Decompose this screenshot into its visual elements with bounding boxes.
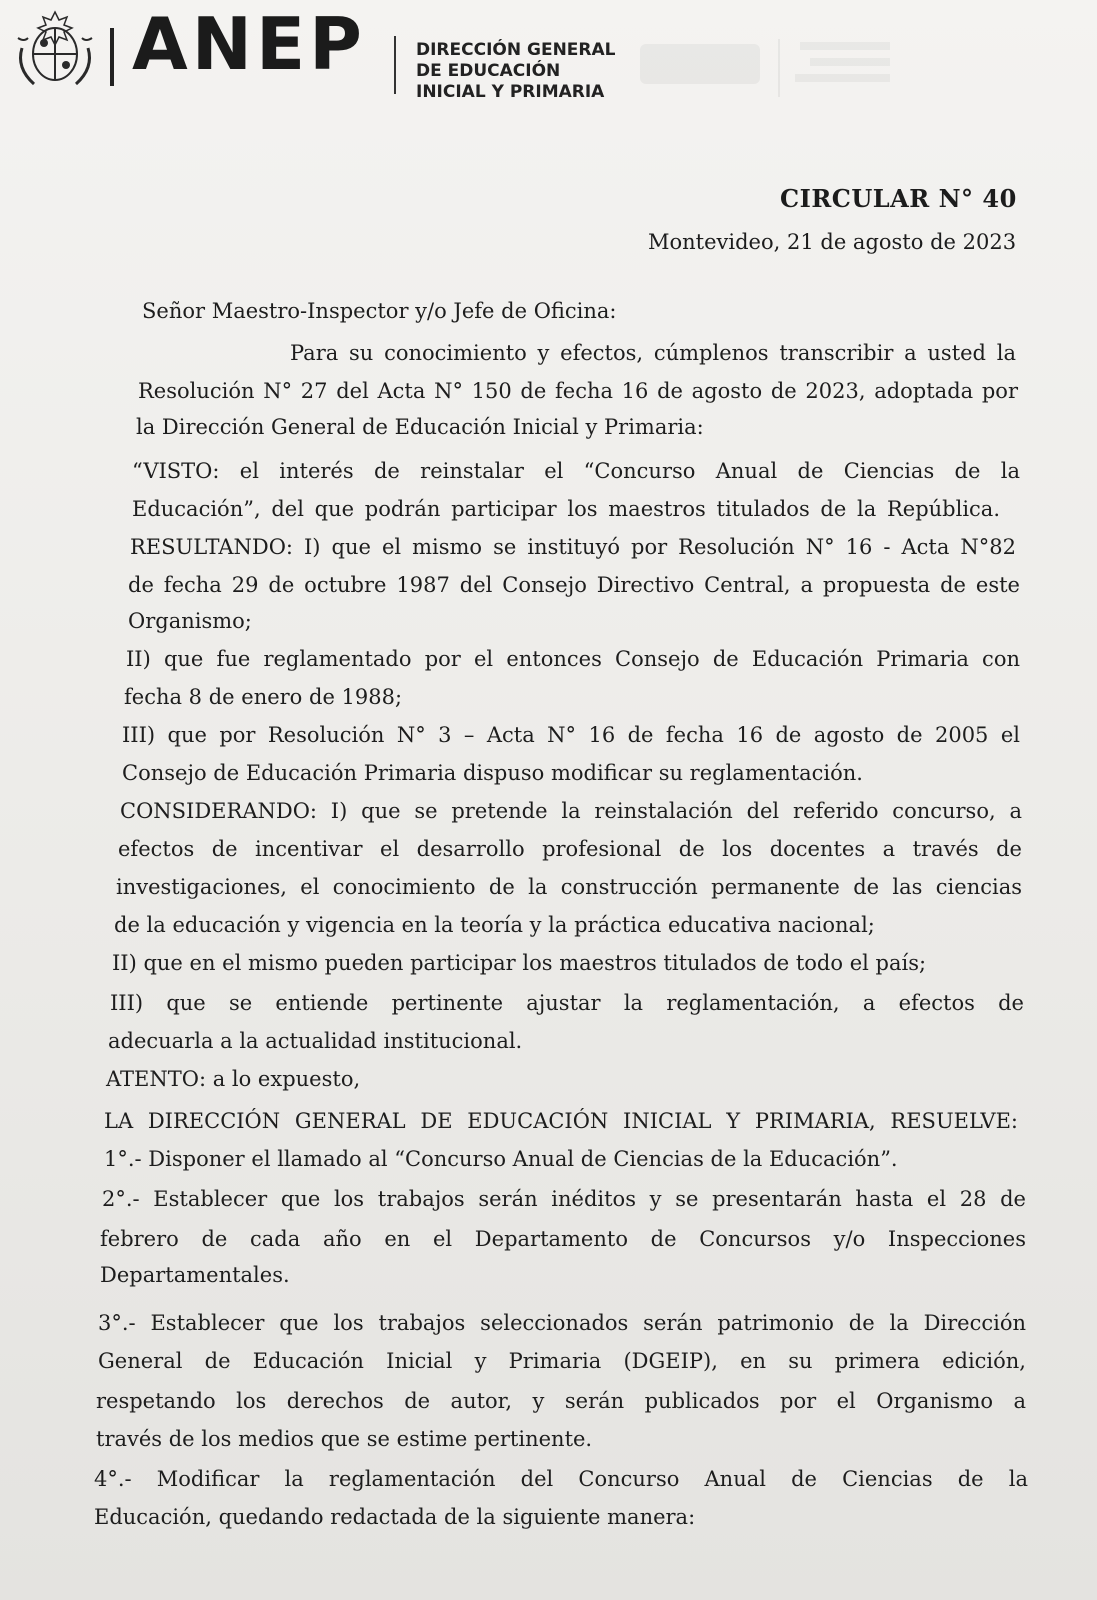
place-date: Montevideo, 21 de agosto de 2023: [648, 230, 1017, 254]
text-line: RESULTANDO: I) que el mismo se instituyó por Resolución N° 16 - Acta N°82: [130, 535, 1016, 559]
text-line: III) que por Resolución N° 3 – Acta N° 16 de fecha 16 de agosto de 2005 el: [122, 723, 1020, 747]
text-line: Resolución N° 27 del Acta N° 150 de fecha 16 de agosto de 2023, adoptada por: [138, 379, 1018, 403]
department-name: [416, 40, 616, 103]
text-line: CONSIDERANDO: I) que se pretende la reinstalación del referido concurso, a: [120, 799, 1022, 823]
text-line: LA DIRECCIÓN GENERAL DE EDUCACIÓN INICIAL Y PRIMARIA, RESUELVE:: [104, 1109, 1018, 1133]
text-line: efectos de incentivar el desarrollo profesional de los docentes a través de: [118, 837, 1022, 861]
text-line: la Dirección General de Educación Inicial y Primaria:: [136, 415, 704, 439]
text-line: fecha 8 de enero de 1988;: [124, 685, 403, 709]
text-line: III) que se entiende pertinente ajustar la reglamentación, a efectos de: [110, 991, 1024, 1015]
text-line: de la educación y vigencia en la teoría y la práctica educativa nacional;: [114, 913, 875, 937]
text-line: febrero de cada año en el Departamento de Concursos y/o Inspecciones: [100, 1227, 1026, 1251]
text-line: Consejo de Educación Primaria dispuso modificar su reglamentación.: [122, 761, 863, 785]
text-line: Señor Maestro-Inspector y/o Jefe de Oficina:: [142, 299, 617, 323]
text-line: 4°.- Modificar la reglamentación del Concurso Anual de Ciencias de la: [94, 1467, 1028, 1491]
department-line: INICIAL Y PRIMARIA: [416, 82, 605, 102]
text-line: Departamentales.: [100, 1263, 290, 1287]
text-line: través de los medios que se estime pertinente.: [96, 1427, 593, 1451]
text-line: 2°.- Establecer que los trabajos serán inéditos y se presentarán hasta el 28 de: [102, 1187, 1026, 1211]
text-line: respetando los derechos de autor, y serán publicados por el Organismo a: [96, 1389, 1026, 1413]
text-line: 3°.- Establecer que los trabajos seleccionados serán patrimonio de la Dirección: [98, 1311, 1026, 1335]
text-line: ATENTO: a lo expuesto,: [106, 1067, 361, 1091]
text-line: adecuarla a la actualidad institucional.: [108, 1029, 523, 1053]
department-line: DE EDUCACIÓN: [416, 61, 561, 81]
anep-logo: ANEP: [132, 2, 366, 86]
circular-title: CIRCULAR N° 40: [780, 184, 1017, 213]
text-line: 1°.- Disponer el llamado al “Concurso Anual de Ciencias de la Educación”.: [104, 1147, 898, 1171]
uruguay-coat-of-arms-icon: [14, 8, 96, 90]
department-line: DIRECCIÓN GENERAL: [416, 40, 616, 60]
text-line: II) que fue reglamentado por el entonces Consejo de Educación Primaria con: [126, 647, 1020, 671]
show-through-ghost: [630, 34, 1090, 104]
text-line: Organismo;: [128, 609, 252, 633]
text-line: II) que en el mismo pueden participar los maestros titulados de todo el país;: [112, 951, 927, 975]
text-line: “VISTO: el interés de reinstalar el “Concurso Anual de Ciencias de la: [132, 459, 1020, 483]
text-line: Educación”, del que podrán participar los maestros titulados de la República.: [132, 497, 1000, 521]
text-line: Para su conocimiento y efectos, cúmplenos transcribir a usted la: [290, 341, 1016, 365]
text-line: de fecha 29 de octubre 1987 del Consejo Directivo Central, a propuesta de este: [128, 573, 1020, 597]
logo-divider: [110, 28, 114, 86]
text-line: Educación, quedando redactada de la siguiente manera:: [94, 1505, 696, 1529]
logo-divider: [394, 36, 396, 94]
text-line: investigaciones, el conocimiento de la construcción permanente de las ciencias: [116, 875, 1022, 899]
text-line: General de Educación Inicial y Primaria (DGEIP), en su primera edición,: [98, 1349, 1026, 1373]
